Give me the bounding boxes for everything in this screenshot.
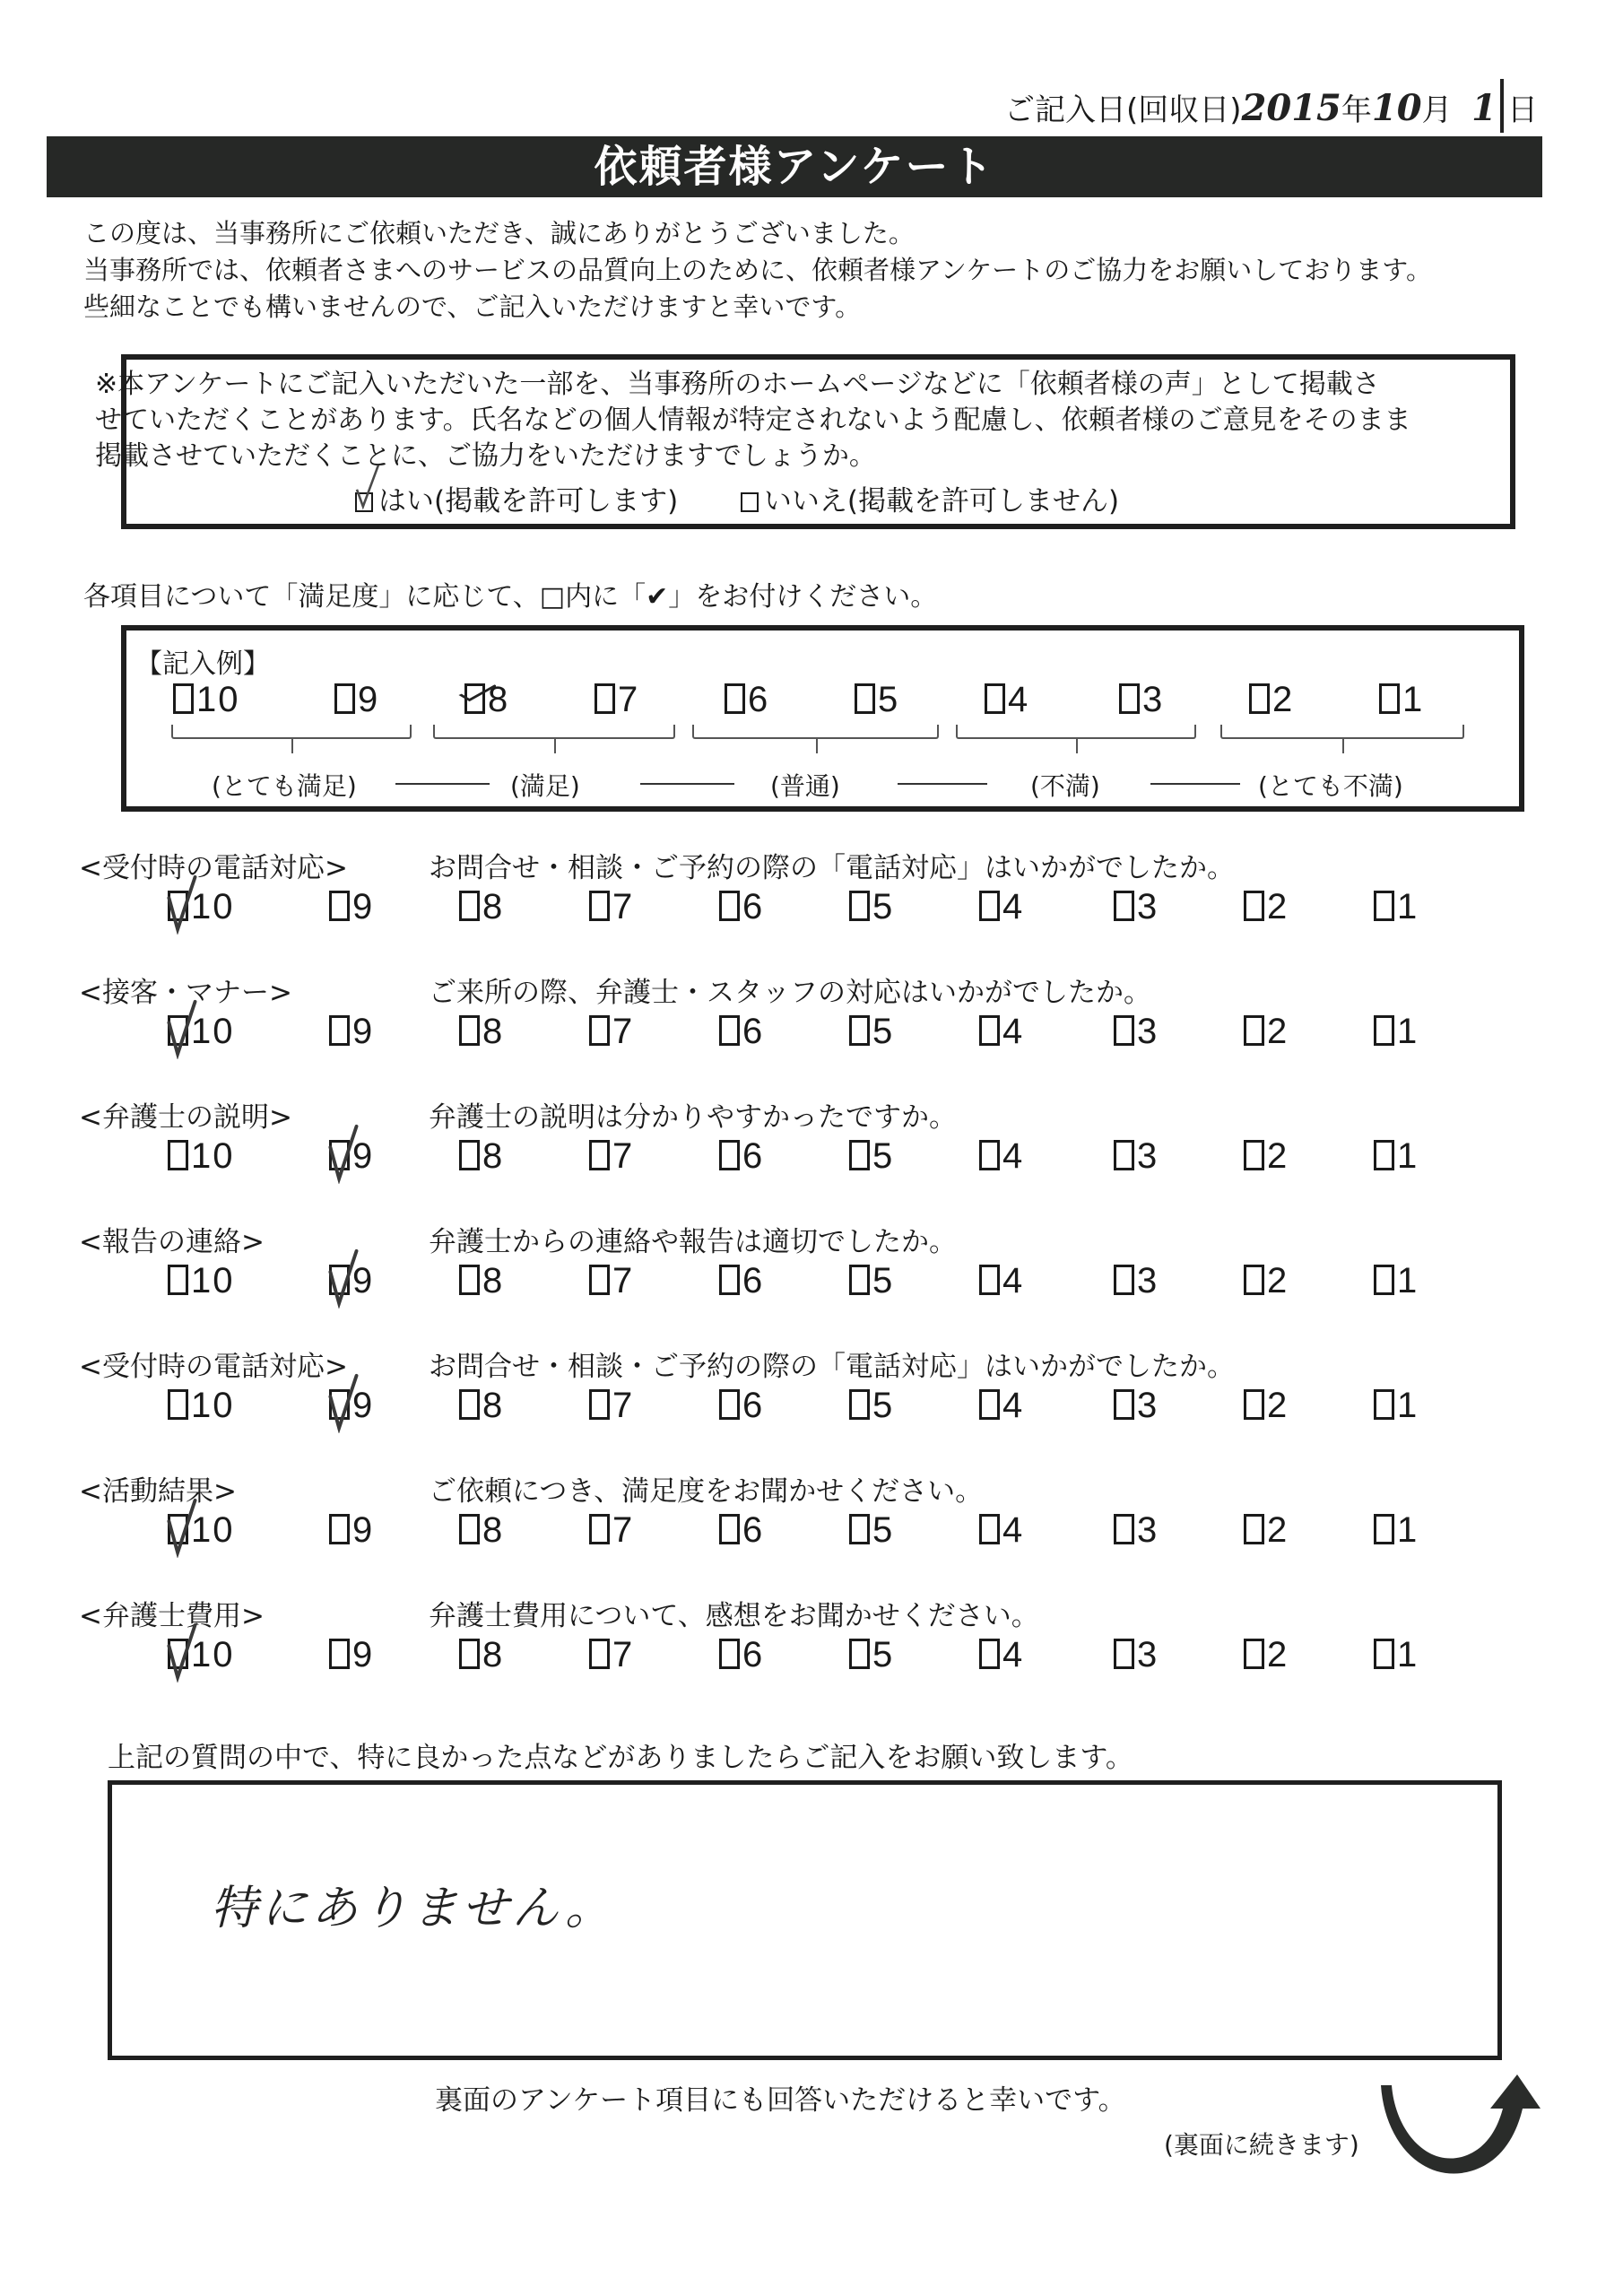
year-unit: 年 xyxy=(1341,92,1372,128)
rating-value: 9 xyxy=(352,1386,375,1425)
rating-value: 8 xyxy=(482,1386,505,1425)
rating-option-7[interactable] xyxy=(589,1136,634,1176)
question-label: <活動結果> xyxy=(79,1475,237,1508)
rating-checkbox-7[interactable] xyxy=(589,891,610,921)
consent-line-1: ※本アンケートにご記入いただいた一部を、当事務所のホームページなどに「依頼者様の声」として掲載さ xyxy=(95,369,1380,400)
example-value-6: 6 xyxy=(748,680,770,719)
example-value-2: 2 xyxy=(1272,680,1295,719)
rating-checkbox-6[interactable] xyxy=(719,1514,740,1544)
rating-option-3[interactable] xyxy=(1114,1261,1159,1300)
rating-value: 6 xyxy=(742,1261,765,1300)
rating-options xyxy=(0,1261,1623,1304)
rating-value: 6 xyxy=(742,1386,765,1425)
level-satisfied: (満足) xyxy=(510,771,580,801)
rating-checkbox-6[interactable] xyxy=(719,1639,740,1669)
rating-value: 10 xyxy=(191,1136,235,1176)
rating-checkbox-2[interactable] xyxy=(1244,1015,1264,1046)
example-checkbox-6 xyxy=(725,683,745,714)
rating-checkbox-3[interactable] xyxy=(1114,1140,1134,1170)
rating-checkbox-7[interactable] xyxy=(589,1389,610,1420)
rating-value: 5 xyxy=(872,1510,895,1550)
rating-checkbox-5[interactable] xyxy=(849,1015,870,1046)
rating-option-5[interactable] xyxy=(849,1261,894,1300)
rating-option-10[interactable] xyxy=(168,1261,235,1300)
level-connector xyxy=(898,783,987,785)
question-label: <弁護士の説明> xyxy=(79,1101,292,1134)
rating-checkbox-2[interactable] xyxy=(1244,1140,1264,1170)
rating-value: 9 xyxy=(352,1261,375,1300)
question-text: 弁護士の説明は分かりやすかったですか。 xyxy=(429,1101,957,1134)
example-box xyxy=(121,625,1524,812)
rating-option-6[interactable] xyxy=(719,1012,764,1051)
question-text: ご来所の際、弁護士・スタッフの対応はいかがでしたか。 xyxy=(429,977,1151,1009)
rating-value: 8 xyxy=(482,1635,505,1674)
rating-value: 10 xyxy=(191,1012,235,1051)
rating-option-2[interactable] xyxy=(1244,1012,1289,1051)
rating-value: 6 xyxy=(742,1635,765,1674)
question-text: お問合せ・相談・ご予約の際の「電話対応」はいかがでしたか。 xyxy=(429,852,1235,884)
rating-checkbox-1[interactable] xyxy=(1374,1389,1394,1420)
rating-value: 3 xyxy=(1137,1386,1159,1425)
rating-value: 1 xyxy=(1397,887,1419,926)
rating-option-6[interactable] xyxy=(719,1635,764,1674)
brace-very-satisfied xyxy=(171,725,412,739)
rating-checkbox-10[interactable] xyxy=(168,891,188,921)
rating-checkbox-3[interactable] xyxy=(1114,1639,1134,1669)
date-year-field[interactable]: 2015 xyxy=(1241,87,1341,129)
rating-checkbox-4[interactable] xyxy=(979,1639,1000,1669)
rating-value: 6 xyxy=(742,1510,765,1550)
rating-checkbox-9[interactable] xyxy=(329,1639,350,1669)
example-checkbox-1 xyxy=(1379,683,1400,714)
example-value-10: 10 xyxy=(196,680,240,719)
rating-checkbox-3[interactable] xyxy=(1114,1015,1134,1046)
rating-checkbox-2[interactable] xyxy=(1244,1389,1264,1420)
rating-checkbox-1[interactable] xyxy=(1374,1514,1394,1544)
rating-checkbox-9[interactable] xyxy=(329,891,350,921)
rating-option-7[interactable] xyxy=(589,1635,634,1674)
rating-option-1[interactable] xyxy=(1374,1510,1419,1550)
rating-checkbox-1[interactable] xyxy=(1374,1265,1394,1295)
rating-options xyxy=(0,1386,1623,1429)
rating-value: 5 xyxy=(872,1635,895,1674)
rating-checkbox-1[interactable] xyxy=(1374,1015,1394,1046)
rating-value: 2 xyxy=(1267,887,1289,926)
rating-checkbox-1[interactable] xyxy=(1374,1140,1394,1170)
rating-value: 7 xyxy=(612,1510,635,1550)
level-dissatisfied: (不満) xyxy=(1030,771,1100,801)
rating-option-9[interactable] xyxy=(329,1136,374,1176)
rating-checkbox-3[interactable] xyxy=(1114,891,1134,921)
rating-option-2[interactable] xyxy=(1244,1386,1289,1425)
rating-options xyxy=(0,1510,1623,1553)
rating-option-5[interactable] xyxy=(849,887,894,926)
rating-option-6[interactable] xyxy=(719,1510,764,1550)
question-text: 弁護士からの連絡や報告は適切でしたか。 xyxy=(429,1226,957,1258)
rating-value: 4 xyxy=(1002,887,1025,926)
question-label: <受付時の電話対応> xyxy=(79,1351,348,1383)
rating-option-3[interactable] xyxy=(1114,1386,1159,1425)
divider-mark xyxy=(1500,79,1504,133)
rating-value: 4 xyxy=(1002,1386,1025,1425)
rating-option-10[interactable] xyxy=(168,1386,235,1425)
rating-checkbox-9[interactable] xyxy=(329,1389,350,1420)
rating-option-2[interactable] xyxy=(1244,1261,1289,1300)
rating-value: 10 xyxy=(191,1261,235,1300)
example-checkbox-5 xyxy=(855,683,875,714)
rating-option-7[interactable] xyxy=(589,1386,634,1425)
footer-text: 裏面のアンケート項目にも回答いただけると幸いです。 xyxy=(435,2084,1126,2117)
rating-value: 7 xyxy=(612,1261,635,1300)
rating-value: 2 xyxy=(1267,1635,1289,1674)
rating-value: 7 xyxy=(612,1136,635,1176)
question-text: 弁護士費用について、感想をお聞かせください。 xyxy=(429,1600,1039,1632)
rating-option-7[interactable] xyxy=(589,887,634,926)
rating-checkbox-4[interactable] xyxy=(979,1265,1000,1295)
rating-value: 1 xyxy=(1397,1510,1419,1550)
example-checkbox-9 xyxy=(334,683,355,714)
rating-option-4[interactable] xyxy=(979,1386,1024,1425)
rating-option-8[interactable] xyxy=(459,1012,504,1051)
rating-value: 7 xyxy=(612,1386,635,1425)
rating-checkbox-8[interactable] xyxy=(459,1140,480,1170)
rating-option-6[interactable] xyxy=(719,1136,764,1176)
rating-value: 5 xyxy=(872,1012,895,1051)
rating-value: 7 xyxy=(612,1012,635,1051)
consent-line-2: せていただくことがあります。氏名などの個人情報が特定されないよう配慮し、依頼者様のご意見をそのまま xyxy=(95,404,1411,436)
rating-value: 9 xyxy=(352,1635,375,1674)
rating-checkbox-8[interactable] xyxy=(459,1389,480,1420)
rating-value: 2 xyxy=(1267,1510,1289,1550)
rating-checkbox-7[interactable] xyxy=(589,1140,610,1170)
rating-value: 4 xyxy=(1002,1012,1025,1051)
rating-checkbox-5[interactable] xyxy=(849,1265,870,1295)
rating-option-3[interactable] xyxy=(1114,1136,1159,1176)
example-checkbox-2 xyxy=(1249,683,1270,714)
rating-value: 4 xyxy=(1002,1510,1025,1550)
rating-option-5[interactable] xyxy=(849,1386,894,1425)
level-neutral: (普通) xyxy=(770,771,840,801)
rating-value: 10 xyxy=(191,887,235,926)
rating-option-6[interactable] xyxy=(719,1386,764,1425)
rating-checkbox-2[interactable] xyxy=(1244,891,1264,921)
rating-option-8[interactable] xyxy=(459,887,504,926)
question-text: ご依頼につき、満足度をお聞かせください。 xyxy=(429,1475,984,1508)
rating-value: 2 xyxy=(1267,1261,1289,1300)
rating-checkbox-3[interactable] xyxy=(1114,1389,1134,1420)
level-connector xyxy=(395,783,490,785)
brace-neutral xyxy=(692,725,939,739)
question-label: <接客・マナー> xyxy=(79,977,292,1009)
rating-checkbox-3[interactable] xyxy=(1114,1514,1134,1544)
rating-value: 1 xyxy=(1397,1635,1419,1674)
rating-checkbox-5[interactable] xyxy=(849,1639,870,1669)
rating-value: 6 xyxy=(742,887,765,926)
rating-option-1[interactable] xyxy=(1374,1136,1419,1176)
rating-checkbox-8[interactable] xyxy=(459,1015,480,1046)
rating-option-4[interactable] xyxy=(979,1510,1024,1550)
rating-checkbox-7[interactable] xyxy=(589,1265,610,1295)
example-value-5: 5 xyxy=(878,680,900,719)
rating-value: 1 xyxy=(1397,1012,1419,1051)
rating-value: 10 xyxy=(191,1386,235,1425)
rating-option-9[interactable] xyxy=(329,1261,374,1300)
rating-checkbox-10[interactable] xyxy=(168,1015,188,1046)
rating-checkbox-5[interactable] xyxy=(849,1389,870,1420)
rating-value: 4 xyxy=(1002,1261,1025,1300)
example-value-3: 3 xyxy=(1142,680,1165,719)
level-very-dissatisfied: (とても不満) xyxy=(1258,771,1403,801)
rating-value: 5 xyxy=(872,887,895,926)
rating-option-8[interactable] xyxy=(459,1510,504,1550)
rating-value: 1 xyxy=(1397,1386,1419,1425)
rating-option-5[interactable] xyxy=(849,1635,894,1674)
rating-option-1[interactable] xyxy=(1374,1386,1419,1425)
comments-prompt: 上記の質問の中で、特に良かった点などがありましたらご記入をお願い致します。 xyxy=(108,1742,1133,1774)
rating-checkbox-1[interactable] xyxy=(1374,1639,1394,1669)
rating-checkbox-2[interactable] xyxy=(1244,1514,1264,1544)
rating-option-4[interactable] xyxy=(979,1012,1024,1051)
rating-checkbox-10[interactable] xyxy=(168,1514,188,1544)
example-checkbox-7 xyxy=(595,683,615,714)
rating-option-8[interactable] xyxy=(459,1136,504,1176)
rating-option-3[interactable] xyxy=(1114,1510,1159,1550)
rating-value: 9 xyxy=(352,1510,375,1550)
rating-option-4[interactable] xyxy=(979,1261,1024,1300)
rating-value: 7 xyxy=(612,1635,635,1674)
rating-option-10[interactable] xyxy=(168,1012,235,1051)
rating-checkbox-4[interactable] xyxy=(979,1140,1000,1170)
rating-option-10[interactable] xyxy=(168,1510,235,1550)
rating-option-1[interactable] xyxy=(1374,1012,1419,1051)
rating-options xyxy=(0,1136,1623,1179)
curved-arrow-icon xyxy=(1372,2067,1551,2175)
rating-checkbox-8[interactable] xyxy=(459,1639,480,1669)
rating-value: 5 xyxy=(872,1386,895,1425)
rating-option-4[interactable] xyxy=(979,887,1024,926)
rating-checkbox-5[interactable] xyxy=(849,891,870,921)
rating-value: 9 xyxy=(352,887,375,926)
example-scale xyxy=(126,680,1519,719)
question-label: <受付時の電話対応> xyxy=(79,852,348,884)
level-braces xyxy=(126,725,1530,770)
rating-option-8[interactable] xyxy=(459,1261,504,1300)
example-value-9: 9 xyxy=(358,680,380,719)
rating-option-2[interactable] xyxy=(1244,887,1289,926)
rating-value: 3 xyxy=(1137,887,1159,926)
example-checkbox-3 xyxy=(1119,683,1140,714)
rating-value: 2 xyxy=(1267,1012,1289,1051)
rating-option-9[interactable] xyxy=(329,1635,374,1674)
rating-option-6[interactable] xyxy=(719,887,764,926)
rating-value: 3 xyxy=(1137,1510,1159,1550)
date-month-field[interactable]: 10 xyxy=(1371,87,1422,129)
rating-option-8[interactable] xyxy=(459,1386,504,1425)
rating-checkbox-6[interactable] xyxy=(719,891,740,921)
rating-checkbox-3[interactable] xyxy=(1114,1265,1134,1295)
rating-checkbox-8[interactable] xyxy=(459,1265,480,1295)
page-title: 依頼者様アンケート xyxy=(47,136,1542,197)
rating-option-9[interactable] xyxy=(329,1510,374,1550)
example-checkbox-4 xyxy=(985,683,1005,714)
consent-no-option[interactable] xyxy=(741,485,1119,517)
rating-checkbox-6[interactable] xyxy=(719,1389,740,1420)
rating-option-3[interactable] xyxy=(1114,1012,1159,1051)
question-text: お問合せ・相談・ご予約の際の「電話対応」はいかがでしたか。 xyxy=(429,1351,1235,1383)
rating-option-5[interactable] xyxy=(849,1012,894,1051)
rating-value: 8 xyxy=(482,887,505,926)
rating-option-5[interactable] xyxy=(849,1136,894,1176)
intro-line-2: 当事務所では、依頼者さまへのサービスの品質向上のために、依頼者様アンケートのご協力をお願いしております。 xyxy=(83,255,1432,285)
question-label: <報告の連絡> xyxy=(79,1226,265,1258)
consent-yes-label: はい(掲載を許可します) xyxy=(378,485,679,517)
rating-checkbox-4[interactable] xyxy=(979,1514,1000,1544)
rating-checkbox-9[interactable] xyxy=(329,1140,350,1170)
rating-option-10[interactable] xyxy=(168,1136,235,1176)
rating-option-4[interactable] xyxy=(979,1136,1024,1176)
rating-value: 5 xyxy=(872,1261,895,1300)
example-value-1: 1 xyxy=(1402,680,1425,719)
rating-checkbox-10[interactable] xyxy=(168,1389,188,1420)
rating-value: 3 xyxy=(1137,1136,1159,1176)
month-unit: 月 xyxy=(1421,92,1453,128)
consent-no-checkbox[interactable] xyxy=(741,492,759,512)
rating-value: 9 xyxy=(352,1012,375,1051)
rating-checkbox-6[interactable] xyxy=(719,1015,740,1046)
rating-value: 8 xyxy=(482,1510,505,1550)
rating-option-3[interactable] xyxy=(1114,887,1159,926)
rating-value: 1 xyxy=(1397,1136,1419,1176)
date-day-field[interactable]: 1 xyxy=(1471,87,1497,129)
rating-options xyxy=(0,887,1623,930)
rating-value: 6 xyxy=(742,1012,765,1051)
rating-value: 8 xyxy=(482,1261,505,1300)
rating-option-1[interactable] xyxy=(1374,887,1419,926)
rating-option-1[interactable] xyxy=(1374,1261,1419,1300)
example-value-7: 7 xyxy=(618,680,640,719)
consent-no-label: いいえ(掲載を許可しません) xyxy=(763,485,1120,517)
rating-option-10[interactable] xyxy=(168,1635,235,1674)
rating-value: 3 xyxy=(1137,1635,1159,1674)
rating-value: 4 xyxy=(1002,1136,1025,1176)
rating-checkbox-8[interactable] xyxy=(459,1514,480,1544)
rating-value: 9 xyxy=(352,1136,375,1176)
consent-yes-option[interactable] xyxy=(355,485,687,517)
rating-value: 8 xyxy=(482,1136,505,1176)
rating-checkbox-7[interactable] xyxy=(589,1639,610,1669)
submission-date xyxy=(1004,79,1538,133)
rating-options xyxy=(0,1012,1623,1055)
rating-option-2[interactable] xyxy=(1244,1136,1289,1176)
rating-checkbox-9[interactable] xyxy=(329,1265,350,1295)
rating-checkbox-5[interactable] xyxy=(849,1514,870,1544)
brace-satisfied xyxy=(433,725,675,739)
example-value-4: 4 xyxy=(1008,680,1030,719)
rating-value: 2 xyxy=(1267,1386,1289,1425)
rating-value: 1 xyxy=(1397,1261,1419,1300)
rating-value: 8 xyxy=(482,1012,505,1051)
date-label: ご記入日(回収日) xyxy=(1004,92,1242,128)
rating-option-9[interactable] xyxy=(329,1012,374,1051)
rating-value: 5 xyxy=(872,1136,895,1176)
question-label: <弁護士費用> xyxy=(79,1600,265,1632)
comments-answer: 特にありません。 xyxy=(211,1882,616,1935)
rating-option-2[interactable] xyxy=(1244,1510,1289,1550)
example-checkbox-8 xyxy=(464,683,485,714)
rating-option-8[interactable] xyxy=(459,1635,504,1674)
rating-checkbox-1[interactable] xyxy=(1374,891,1394,921)
rating-option-6[interactable] xyxy=(719,1261,764,1300)
rating-option-5[interactable] xyxy=(849,1510,894,1550)
rating-checkbox-7[interactable] xyxy=(589,1514,610,1544)
day-unit: 日 xyxy=(1507,92,1538,128)
level-connector xyxy=(640,783,734,785)
level-very-satisfied: (とても満足) xyxy=(212,771,357,801)
rating-option-3[interactable] xyxy=(1114,1635,1159,1674)
rating-option-2[interactable] xyxy=(1244,1635,1289,1674)
rating-option-1[interactable] xyxy=(1374,1635,1419,1674)
rating-option-7[interactable] xyxy=(589,1012,634,1051)
rating-option-4[interactable] xyxy=(979,1635,1024,1674)
rating-instruction: 各項目について「満足度」に応じて、□内に「✔」をお付けください。 xyxy=(83,581,938,613)
consent-box xyxy=(95,354,1515,529)
rating-checkbox-4[interactable] xyxy=(979,891,1000,921)
rating-checkbox-2[interactable] xyxy=(1244,1639,1264,1669)
rating-options xyxy=(0,1635,1623,1678)
consent-yes-checkbox[interactable] xyxy=(355,492,373,512)
rating-checkbox-9[interactable] xyxy=(329,1015,350,1046)
level-connector xyxy=(1150,783,1240,785)
continued-note: (裏面に続きます) xyxy=(1164,2130,1359,2160)
example-label: 【記入例】 xyxy=(135,648,270,680)
rating-option-7[interactable] xyxy=(589,1261,634,1300)
rating-value: 3 xyxy=(1137,1012,1159,1051)
rating-option-10[interactable] xyxy=(168,887,235,926)
rating-value: 6 xyxy=(742,1136,765,1176)
rating-checkbox-5[interactable] xyxy=(849,1140,870,1170)
rating-checkbox-4[interactable] xyxy=(979,1015,1000,1046)
rating-checkbox-7[interactable] xyxy=(589,1015,610,1046)
rating-value: 7 xyxy=(612,887,635,926)
rating-checkbox-10[interactable] xyxy=(168,1265,188,1295)
intro-line-3: 些細なことでも構いませんので、ご記入いただけますと幸いです。 xyxy=(83,291,862,322)
brace-very-dissatisfied xyxy=(1220,725,1464,739)
rating-checkbox-6[interactable] xyxy=(719,1265,740,1295)
rating-checkbox-10[interactable] xyxy=(168,1140,188,1170)
rating-option-9[interactable] xyxy=(329,887,374,926)
example-value-8: 8 xyxy=(488,680,510,719)
comments-textarea[interactable] xyxy=(108,1780,1502,2060)
rating-value: 3 xyxy=(1137,1261,1159,1300)
rating-checkbox-10[interactable] xyxy=(168,1639,188,1669)
rating-checkbox-6[interactable] xyxy=(719,1140,740,1170)
intro-line-1: この度は、当事務所にご依頼いただき、誠にありがとうございました。 xyxy=(83,218,915,248)
rating-checkbox-8[interactable] xyxy=(459,891,480,921)
rating-option-7[interactable] xyxy=(589,1510,634,1550)
rating-checkbox-9[interactable] xyxy=(329,1514,350,1544)
rating-value: 4 xyxy=(1002,1635,1025,1674)
rating-value: 10 xyxy=(191,1510,235,1550)
rating-value: 10 xyxy=(191,1635,235,1674)
rating-option-9[interactable] xyxy=(329,1386,374,1425)
brace-dissatisfied xyxy=(956,725,1196,739)
rating-checkbox-2[interactable] xyxy=(1244,1265,1264,1295)
rating-checkbox-4[interactable] xyxy=(979,1389,1000,1420)
example-checkbox-10 xyxy=(173,683,194,714)
consent-line-3: 掲載させていただくことに、ご協力をいただけますでしょうか。 xyxy=(95,440,876,472)
rating-value: 2 xyxy=(1267,1136,1289,1176)
